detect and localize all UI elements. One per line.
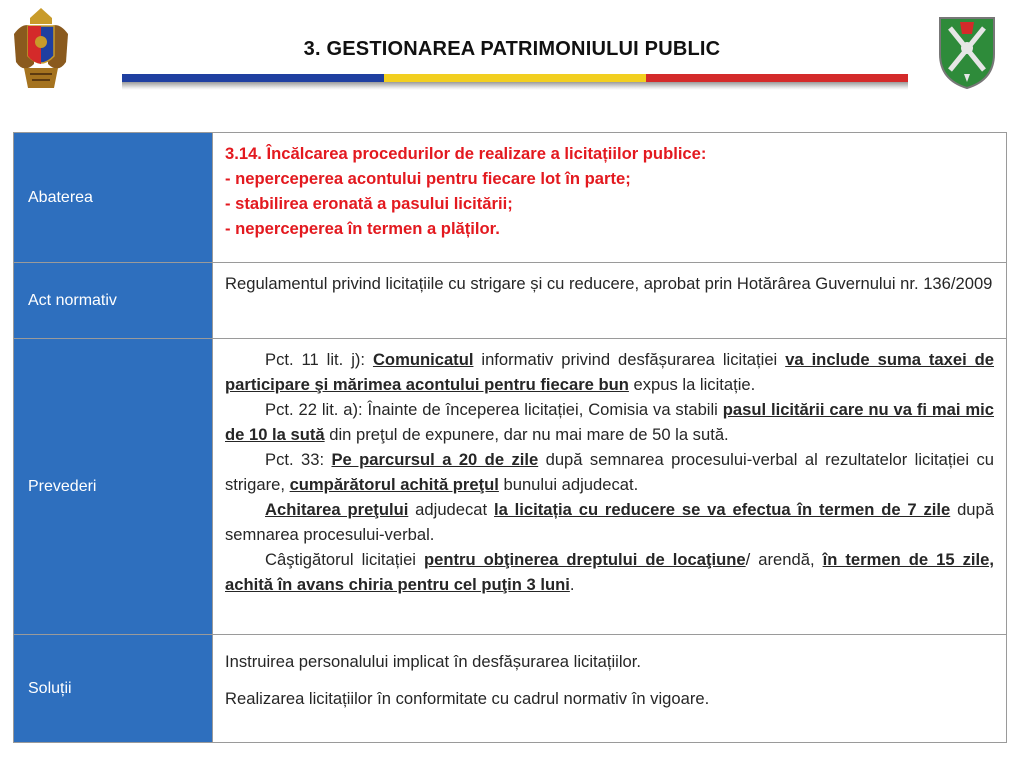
tricolor-bar-shadow <box>122 82 908 90</box>
district-coat-of-arms-logo <box>936 14 998 90</box>
solutii-value <box>213 635 1007 743</box>
abaterea-line: - neperceperea în termen a plăților. <box>225 219 500 238</box>
row-label-prevederi: Prevederi <box>14 339 213 635</box>
row-solutii <box>14 635 1007 743</box>
prevederi-paragraph: Câştigătorul licitației pentru obţinerea dreptului de locaţiune/ arendă, în termen de 15 zile, achită în avans chiria pentru cel puţin 3 luni. <box>225 550 994 594</box>
flag-stripe-yellow <box>384 74 646 82</box>
prevederi-value <box>213 339 1007 635</box>
act-normativ-value: Regulamentul privind licitațiile cu strigare și cu reducere, aprobat prin Hotărârea Guvernului nr. 136/2009 <box>213 263 1007 339</box>
row-prevederi <box>14 339 1007 635</box>
solutii-line: Instruirea personalului implicat în desfășurarea licitațiilor. <box>225 652 641 671</box>
flag-stripe-red <box>646 74 908 82</box>
row-label-solutii: Soluții <box>14 635 213 743</box>
prevederi-paragraph: Achitarea preţului adjudecat la licitația cu reducere se va efectua în termen de 7 zile după semnarea procesului-verbal. <box>225 500 994 544</box>
findings-table <box>13 132 1007 743</box>
abaterea-line: - stabilirea eronată a pasului licitării; <box>225 194 513 213</box>
row-abaterea <box>14 133 1007 263</box>
abaterea-line: - neperceperea acontului pentru fiecare lot în parte; <box>225 169 631 188</box>
page-title: 3. GESTIONAREA PATRIMONIULUI PUBLIC <box>303 38 721 60</box>
row-label-act-normativ: Act normativ <box>14 263 213 339</box>
row-label-abaterea: Abaterea <box>14 133 213 263</box>
prevederi-paragraph: Pct. 22 lit. a): Înainte de începerea licitației, Comisia va stabili pasul licitării care nu va fi mai mic de 10 la sută din preţul de expunere, dar nu mai mare de 50 la sută. <box>225 400 994 444</box>
prevederi-paragraph: Pct. 33: Pe parcursul a 20 de zile după semnarea procesului-verbal al rezultatelor licitației cu strigare, cumpărătorul achită preţul bunului adjudecat. <box>225 450 995 494</box>
flag-stripe-blue <box>122 74 384 82</box>
tricolor-bar <box>122 74 908 82</box>
prevederi-paragraph: Pct. 11 lit. j): Comunicatul informativ privind desfășurarea licitației va include suma taxei de participare şi mărimea acontului pentru fiecare bun expus la licitație. <box>225 350 994 394</box>
abaterea-line: 3.14. Încălcarea procedurilor de realizare a licitațiilor publice: <box>225 144 707 163</box>
abaterea-value <box>213 133 1007 263</box>
solutii-line: Realizarea licitațiilor în conformitate cu cadrul normativ în vigoare. <box>225 689 710 708</box>
row-act-normativ <box>14 263 1007 339</box>
